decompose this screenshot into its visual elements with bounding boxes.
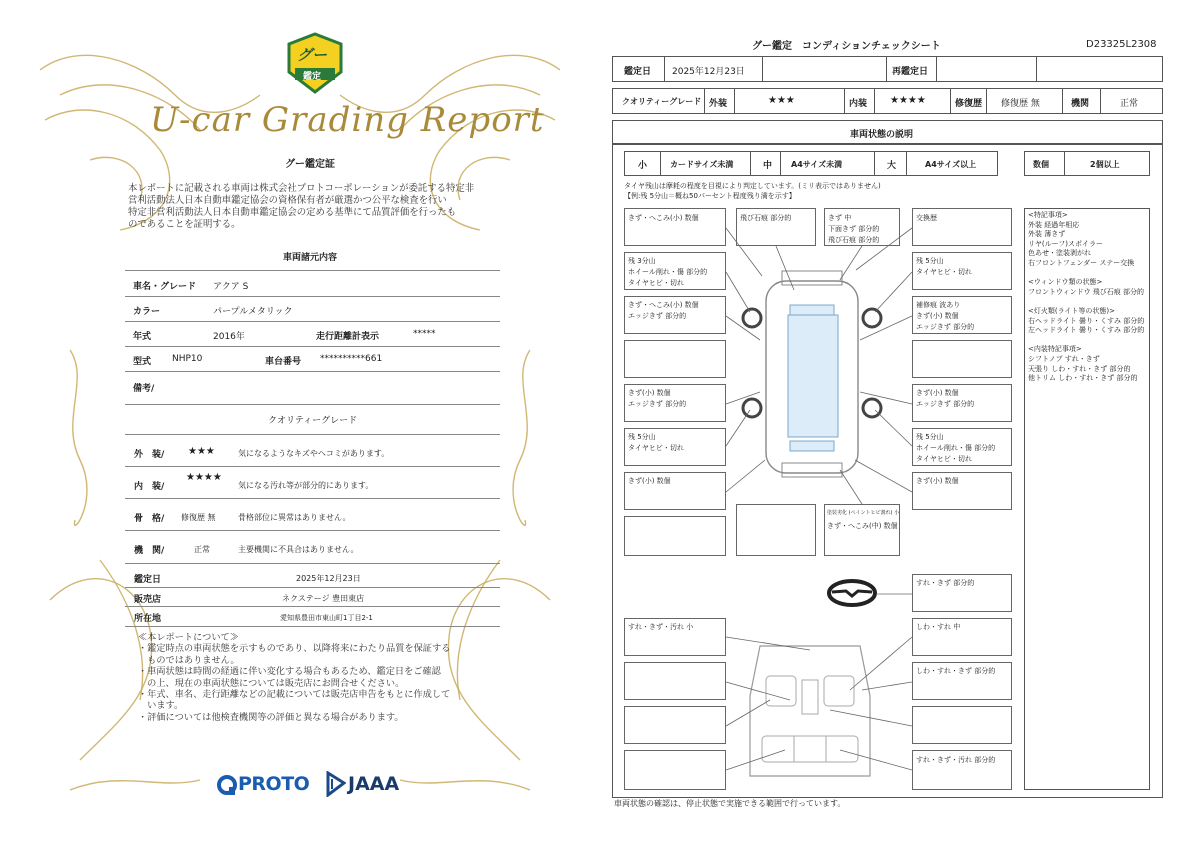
tire-note: タイヤ残山は摩耗の程度を目視により判定しています。(ミリ表示ではありません) (624, 182, 881, 190)
shop-label: 販売店 (134, 595, 162, 605)
name-value: アクア S (213, 282, 249, 292)
tire-rl-2: タイヤヒビ・切れ (628, 444, 684, 452)
proto-logo: PROTO (238, 773, 310, 795)
size-large-desc: A4サイズ以上 (925, 160, 977, 169)
tire-rr-2: ホイール削れ・傷 部分的 (916, 444, 996, 452)
steering-note: すれ・きず 部分的 (916, 579, 975, 587)
note-rear-right: きず(小) 数個 (916, 477, 959, 485)
jaaa-logo-icon (326, 771, 346, 797)
leader-lines (600, 0, 1200, 848)
note-lfd-2: エッジきず 部分的 (628, 312, 687, 320)
interior-note-1: すれ・きず・汚れ 小 (628, 623, 694, 631)
repair-value: 修復歴 無 (1001, 99, 1040, 109)
note-front-left: きず・へこみ(小) 数個 (628, 214, 699, 222)
size-large: 大 (887, 161, 897, 171)
tire-fr-1: 残 5分山 (916, 257, 944, 265)
note-lrd-1: きず(小) 数個 (628, 389, 671, 397)
divider (125, 498, 500, 499)
frame-value: 修復歴 無 (181, 513, 216, 522)
proto-logo-icon (215, 773, 239, 797)
date-label: 鑑定日 (134, 575, 162, 585)
divider (125, 606, 500, 607)
address-value: 愛知県豊田市東山町1丁目2-1 (280, 614, 373, 622)
divider (125, 563, 500, 564)
engine-value: 正常 (1120, 99, 1139, 109)
section-title: 車両状態の説明 (850, 130, 914, 140)
count-desc: 2個以上 (1090, 160, 1120, 169)
note-rrd-1: きず(小) 数個 (916, 389, 959, 397)
grade-label: クオリティーグレード (622, 97, 702, 106)
badge-text-1: グー (297, 46, 328, 64)
mileage-value: ***** (413, 329, 436, 339)
note-rfd-1: 補修痕 波あり (916, 301, 961, 309)
size-small: 小 (638, 161, 648, 171)
count-label: 数個 (1033, 160, 1049, 169)
tire-example: 【例:残 5分山＝概ね50パーセント程度残り満を示す】 (624, 192, 796, 200)
int-label: 内装 (849, 99, 868, 109)
divider (125, 587, 500, 588)
engine-label: 機関 (1071, 99, 1090, 109)
size-mid-desc: A4サイズ未満 (791, 160, 843, 169)
exterior-note: 気になるようなキズやヘコミがあります。 (238, 449, 390, 458)
divider (125, 466, 500, 467)
script-title: U-car Grading Report (150, 100, 545, 140)
note-rrd-2: エッジきず 部分的 (916, 400, 975, 408)
note-lfd-1: きず・へこみ(小) 数個 (628, 301, 699, 309)
engine-note: 主要機関に不具合はありません。 (238, 545, 359, 554)
engine-label: 機 関/ (134, 546, 165, 556)
spec-header: 車両諸元内容 (283, 253, 338, 263)
doc-id: D23325L2308 (1086, 39, 1157, 50)
divider (125, 404, 500, 405)
interior-note-4: すれ・きず・汚れ 部分的 (916, 756, 996, 764)
remarks-label: 備考/ (133, 384, 155, 394)
frame-note: 骨格部位に異常はありません。 (238, 513, 351, 522)
sheet-title: グー鑑定 コンディションチェックシート (752, 41, 941, 52)
note-rear-bumper-small: 塗装劣化 (ペイントヒビ割れ) 小 (827, 510, 900, 516)
quality-header: クオリティーグレード (268, 416, 358, 426)
divider (125, 346, 500, 347)
repair-label: 修復歴 (955, 99, 983, 109)
special-notes: <特記事項> 外装 経過年相応 外装 薄きず リヤ(ルーフ)スポイラー 色あせ・塗装剥がれ 右フロントフェンダー ステー交換 <ウィンドウ類の状態> フロントウィンドウ 飛び石痕 部分的 <灯火類(ライト等の状態)> 右ヘッドライト 曇り・くすみ 部分的 左ヘッドライト 曇り・くすみ 部分的 <内装特記事項> シフトノブ すれ・きず 天張り しわ・すれ・きず 部分的 他トリム しわ・すれ・きず 部分的 (1028, 211, 1145, 383)
interior-label: 内 装/ (134, 482, 165, 492)
note-hood: 飛び石痕 部分的 (740, 214, 792, 222)
note-front-right: 交換歴 (916, 214, 937, 222)
interior-note: 気になる汚れ等が部分的にあります。 (238, 481, 374, 490)
divider (125, 434, 500, 435)
divider (125, 321, 500, 322)
tire-rl-1: 残 5分山 (628, 433, 656, 441)
date-label: 鑑定日 (624, 67, 652, 77)
engine-value: 正常 (194, 545, 210, 554)
interior-note-2: しわ・すれ 中 (916, 623, 961, 631)
divider (125, 296, 500, 297)
model-label: 型式 (133, 357, 152, 367)
note-front-bumper-2: 下面きず 部分的 (828, 225, 880, 233)
shop-value: ネクステージ 豊田東店 (282, 594, 365, 603)
interior-stars: ★★★★ (186, 472, 222, 483)
color-value: パープルメタリック (213, 307, 293, 317)
tire-fr-2: タイヤヒビ・切れ (916, 268, 972, 276)
exterior-stars: ★★★ (188, 446, 215, 457)
size-small-desc: カードサイズ未満 (670, 160, 734, 169)
tire-rr-1: 残 5分山 (916, 433, 944, 441)
chassis-label: 車台番号 (265, 357, 302, 367)
note-rear-bumper: きず・へこみ(中) 数個 (827, 522, 898, 530)
note-rfd-2: きず(小) 数個 (916, 312, 959, 320)
ext-label: 外装 (709, 99, 728, 109)
divider (125, 530, 500, 531)
year-value: 2016年 (213, 332, 245, 342)
year-label: 年式 (133, 332, 152, 342)
footer-note: 車両状態の確認は、停止状態で実施できる範囲で行っています。 (614, 799, 846, 808)
chassis-value: **********661 (320, 354, 383, 364)
note-lrd-2: エッジきず 部分的 (628, 400, 687, 408)
size-mid: 中 (763, 161, 773, 171)
cert-title: グー鑑定証 (285, 159, 335, 170)
note-rfd-3: エッジきず 部分的 (916, 323, 975, 331)
mileage-label: 走行距離計表示 (316, 332, 380, 342)
note-front-bumper-1: きず 中 (828, 214, 852, 222)
note-rear-left: きず(小) 数個 (628, 477, 671, 485)
jaaa-logo: JAAA (348, 773, 400, 795)
divider (125, 626, 500, 627)
badge-text-2: 鑑定 (303, 72, 322, 82)
tire-fl-1: 残 3分山 (628, 257, 656, 265)
condition-check-sheet (600, 0, 1200, 848)
frame-label: 骨 格/ (134, 514, 165, 524)
int-stars: ★★★★ (890, 95, 926, 106)
notice-block: ≪本レポートについて≫ ・鑑定時点の車両状態を示すものであり、以降将来にわたり品質を保証する ものではありません。 ・車両状態は時間の経過に伴い変化する場合もあるため、鑑定日をご確認 の上、現在の車両状態については販売店にお問合せください。 ・年式、車名、走行距離などの記載については販売店申告をもとに作成して います。 ・評価については他検査機関等の評価と異なる場合があります。 (138, 632, 498, 723)
ext-stars: ★★★ (768, 95, 795, 106)
notice-title: ≪本レポートについて≫ (138, 632, 239, 643)
address-label: 所在地 (134, 614, 162, 624)
date-value: 2025年12月23日 (296, 574, 361, 583)
tire-rr-3: タイヤヒビ・切れ (916, 455, 972, 463)
tire-fl-3: タイヤヒビ・切れ (628, 279, 684, 287)
interior-note-3: しわ・すれ・きず 部分的 (916, 667, 996, 675)
date-value: 2025年12月23日 (672, 67, 745, 77)
redate-label: 再鑑定日 (892, 67, 929, 77)
cert-body: 本レポートに記載される車両は株式会社プロトコーポレーションが委託する特定非 営利活動法人日本自動車鑑定協会の資格保有者が厳選かつ公平な検査を行い 特定非営利活動法人日本自動車鑑定協会の定める基準にて品質評価を行ったも のであることを証明する。 (128, 183, 475, 230)
divider (125, 270, 500, 271)
color-label: カラー (133, 307, 161, 317)
note-front-bumper-3: 飛び石痕 部分的 (828, 236, 880, 244)
tire-fl-2: ホイール削れ・傷 部分的 (628, 268, 708, 276)
name-label: 車名・グレード (133, 282, 197, 292)
model-value: NHP10 (172, 354, 203, 364)
exterior-label: 外 装/ (134, 450, 165, 460)
divider (125, 371, 500, 372)
